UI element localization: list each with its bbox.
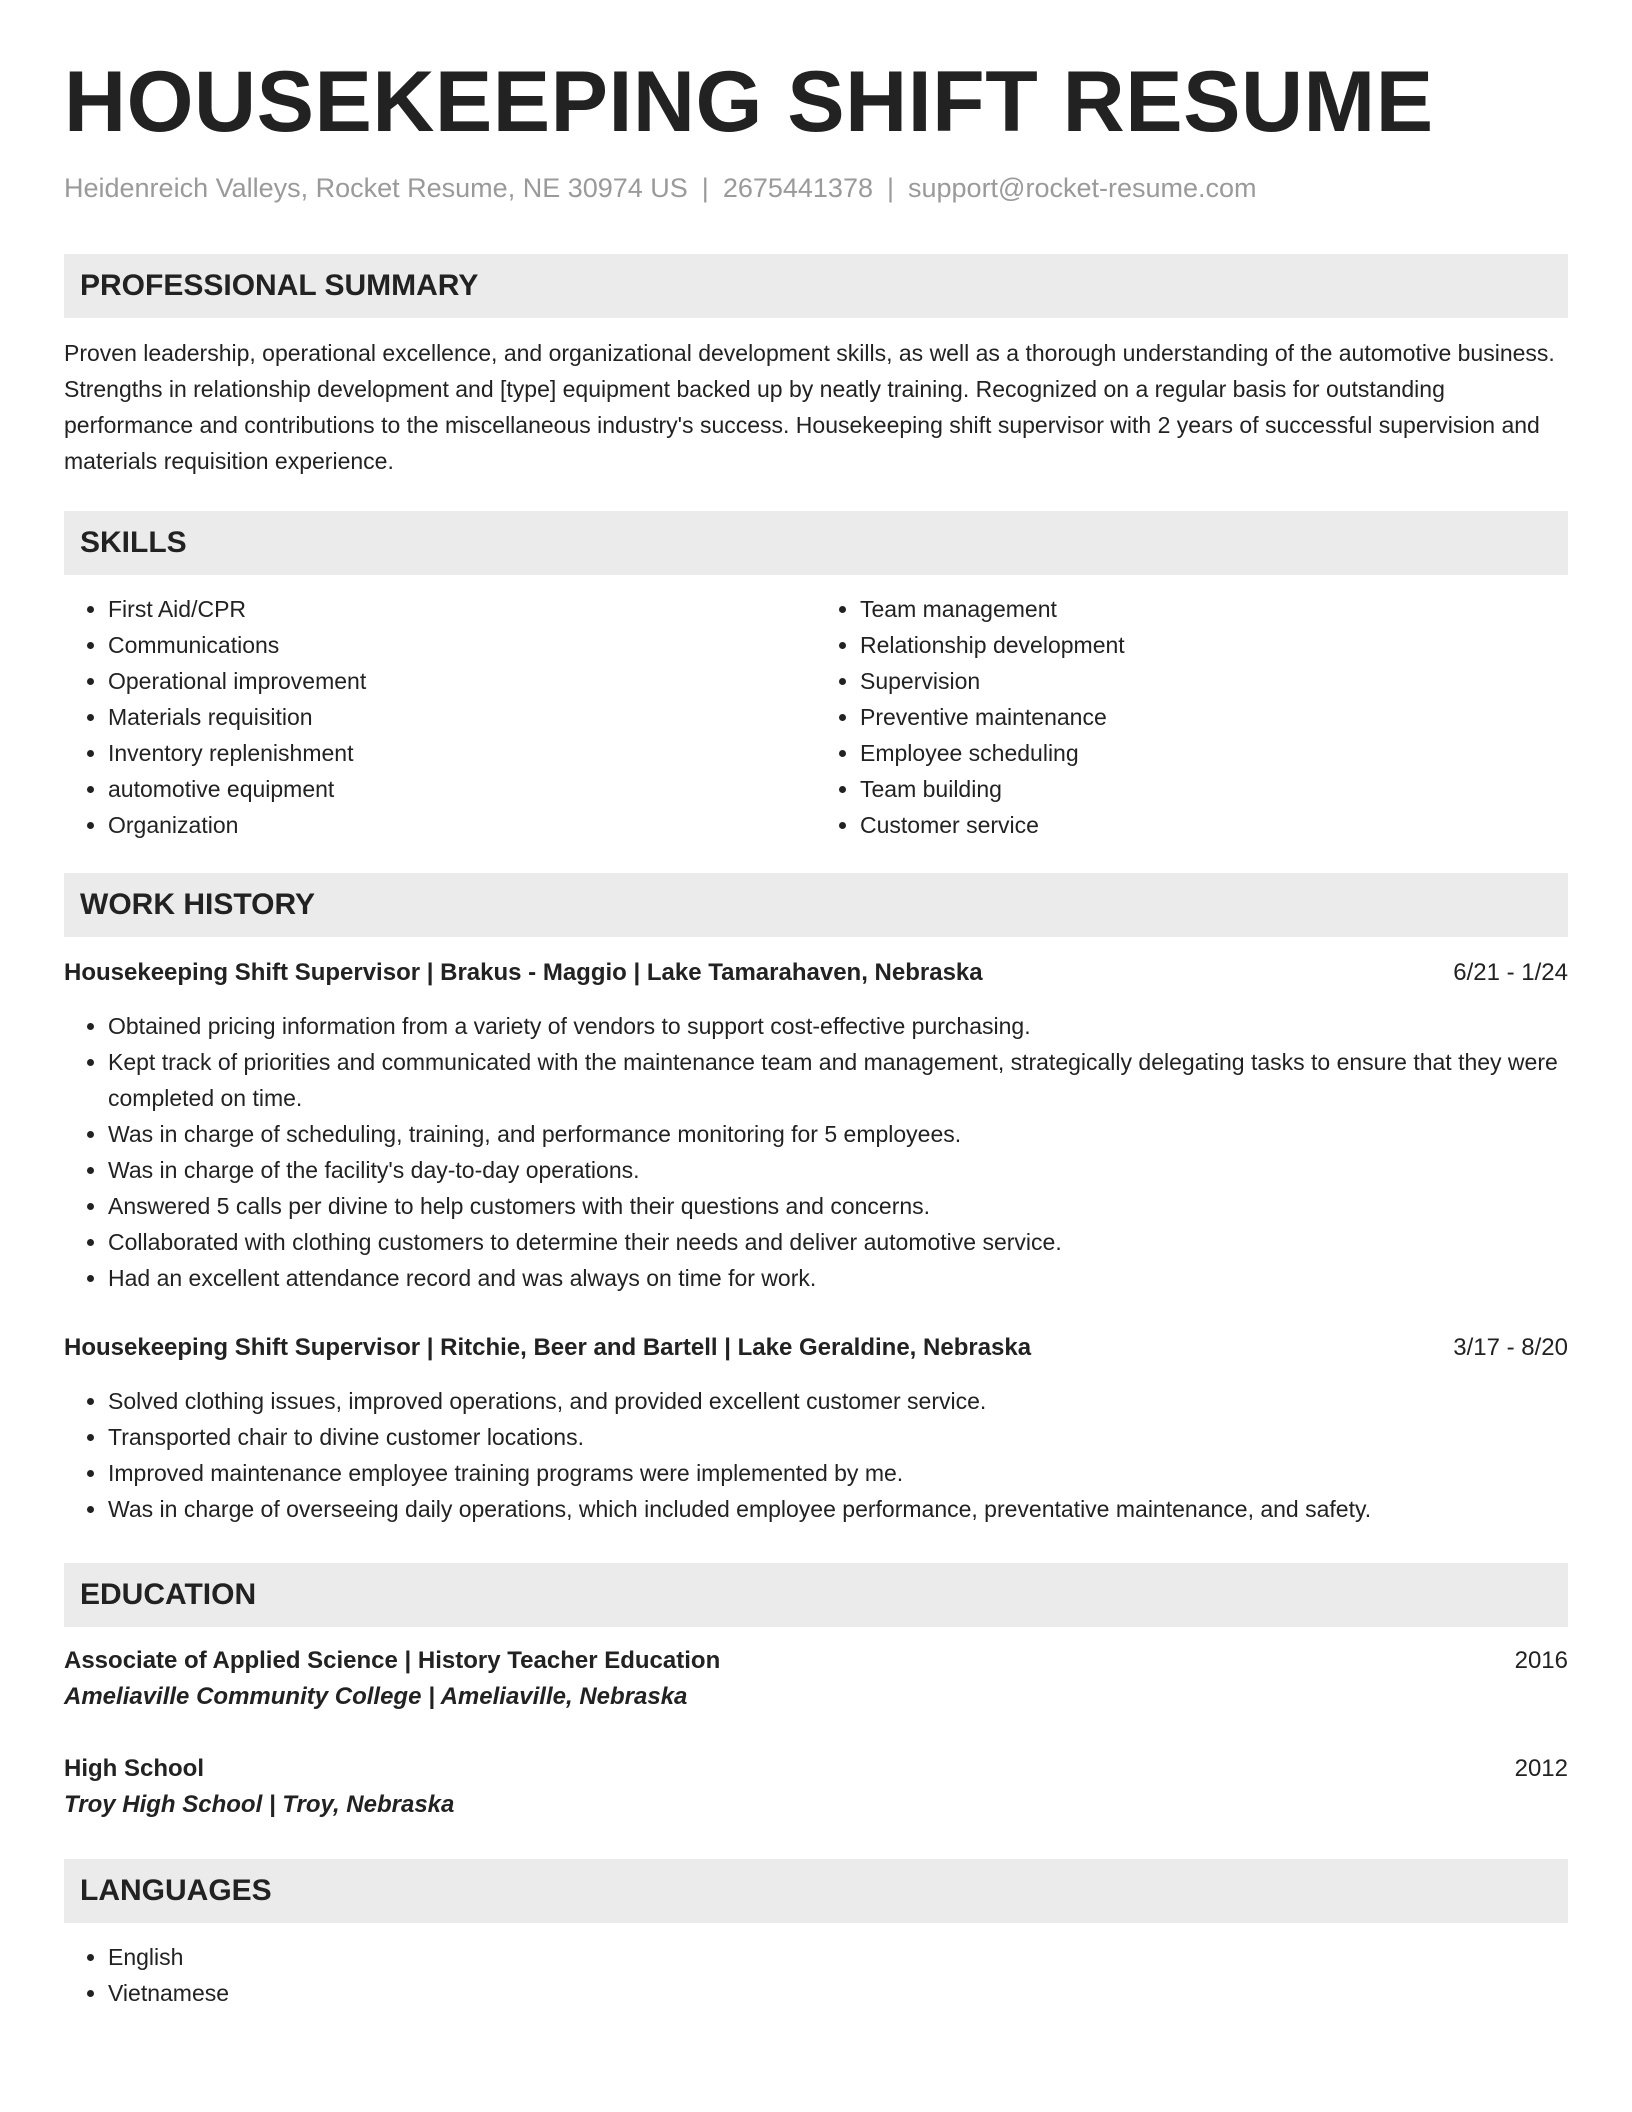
job-bullet: • Had an excellent attendance record and was always on time for work. (108, 1260, 1568, 1296)
job-entry (64, 1330, 1568, 1527)
education-degree: High School (64, 1755, 204, 1782)
skill-item: • Customer service (860, 807, 1568, 843)
contact-phone: 2675441378 (722, 173, 873, 203)
skill-item: • automotive equipment (108, 771, 816, 807)
skill-item: • Team management (860, 591, 1568, 627)
education-degree: Associate of Applied Science | History Teacher Education (64, 1647, 721, 1674)
skill-item: • Team building (860, 771, 1568, 807)
education-entry (64, 1643, 1568, 1715)
skill-item: • First Aid/CPR (108, 591, 816, 627)
job-entry (64, 955, 1568, 1296)
job-bullet: • Was in charge of scheduling, training, and performance monitoring for 5 employees. (108, 1116, 1568, 1152)
skills-column-right (816, 591, 1568, 843)
skills-grid (64, 591, 1568, 843)
section-header-summary: PROFESSIONAL SUMMARY (64, 254, 1568, 318)
job-heading: Housekeeping Shift Supervisor | Brakus - Maggio | Lake Tamarahaven, Nebraska (64, 959, 983, 986)
job-bullet: • Kept track of priorities and communicated with the maintenance team and management, strategically delegating tasks to ensure that they were completed on time. (108, 1044, 1568, 1116)
language-item: • Vietnamese (108, 1975, 1568, 2011)
job-bullet: • Was in charge of overseeing daily operations, which included employee performance, preventative maintenance, and safety. (108, 1491, 1568, 1527)
job-bullet: • Solved clothing issues, improved operations, and provided excellent customer service. (108, 1383, 1568, 1419)
job-heading: Housekeeping Shift Supervisor | Ritchie, Beer and Bartell | Lake Geraldine, Nebraska (64, 1334, 1032, 1361)
education-year: 2012 (1514, 1755, 1568, 1782)
job-heading-row (64, 1330, 1568, 1366)
skill-item: • Organization (108, 807, 816, 843)
job-bullet: • Obtained pricing information from a variety of vendors to support cost-effective purchasing. (108, 1008, 1568, 1044)
skill-item: • Operational improvement (108, 663, 816, 699)
contact-separator: | (701, 173, 709, 203)
skills-column-left (64, 591, 816, 843)
skill-item: • Preventive maintenance (860, 699, 1568, 735)
section-header-education: EDUCATION (64, 1563, 1568, 1627)
section-header-skills: SKILLS (64, 511, 1568, 575)
job-bullet: • Transported chair to divine customer locations. (108, 1419, 1568, 1455)
contact-separator: | (886, 173, 894, 203)
summary-text: Proven leadership, operational excellence, and organizational development skills, as well as a thorough understanding of the automotive business. Strengths in relationship development and [type] equipment backed up by neatly training. Recognized on a regular basis for outstanding performance and contributions to the miscellaneous industry's success. Housekeeping shift supervisor with 2 years of successful supervision and materials requisition experience. (64, 340, 1555, 474)
languages-list (64, 1939, 1568, 2011)
job-bullet: • Answered 5 calls per divine to help customers with their questions and concerns. (108, 1188, 1568, 1224)
section-header-work-history: WORK HISTORY (64, 873, 1568, 937)
education-school: Troy High School | Troy, Nebraska (64, 1791, 455, 1818)
job-dates: 6/21 - 1/24 (1453, 959, 1568, 986)
education-year: 2016 (1514, 1647, 1568, 1674)
contact-address: Heidenreich Valleys, Rocket Resume, NE 30974 US (64, 173, 688, 203)
job-heading-row (64, 955, 1568, 991)
skill-item: • Communications (108, 627, 816, 663)
skill-item: • Supervision (860, 663, 1568, 699)
skill-item: • Materials requisition (108, 699, 816, 735)
job-bullet: • Collaborated with clothing customers to determine their needs and deliver automotive service. (108, 1224, 1568, 1260)
contact-line (64, 170, 1568, 206)
job-bullet: • Was in charge of the facility's day-to-day operations. (108, 1152, 1568, 1188)
skill-item: • Employee scheduling (860, 735, 1568, 771)
skill-item: • Inventory replenishment (108, 735, 816, 771)
resume-title: HOUSEKEEPING SHIFT RESUME (64, 54, 1434, 150)
job-bullets (64, 1008, 1568, 1296)
skill-item: • Relationship development (860, 627, 1568, 663)
education-entry (64, 1751, 1568, 1823)
language-item: • English (108, 1939, 1568, 1975)
section-header-languages: LANGUAGES (64, 1859, 1568, 1923)
contact-email: support@rocket-resume.com (908, 173, 1257, 203)
job-bullets (64, 1383, 1568, 1527)
job-bullet: • Improved maintenance employee training programs were implemented by me. (108, 1455, 1568, 1491)
job-dates: 3/17 - 8/20 (1453, 1334, 1568, 1361)
education-heading-row (64, 1751, 1568, 1787)
education-heading-row (64, 1643, 1568, 1679)
education-school: Ameliaville Community College | Ameliaville, Nebraska (64, 1683, 688, 1710)
